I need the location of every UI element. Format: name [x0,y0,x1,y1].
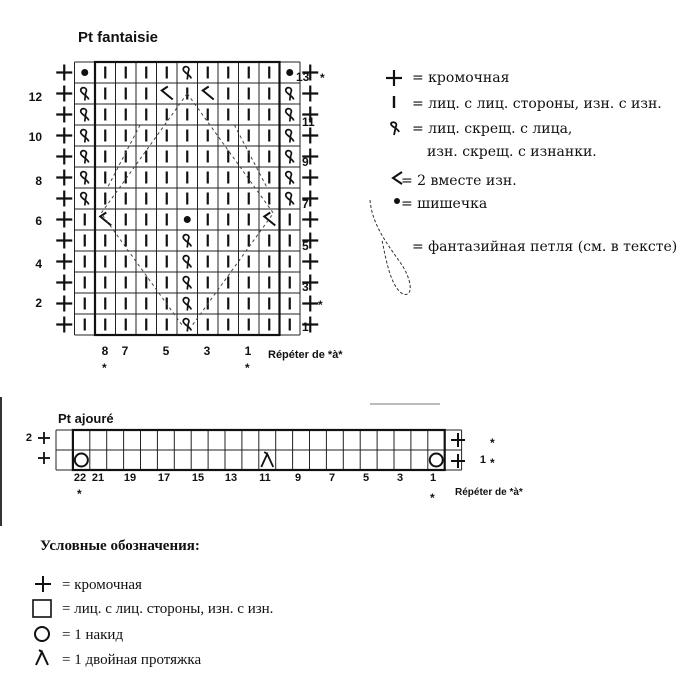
plus-icon [302,86,318,102]
double-decrease-icon [36,650,48,665]
repeat-star: * [490,436,495,450]
right-row-number: 9 [302,155,309,169]
twisted-stitch-icon [183,298,191,311]
chart2-column-number: 22 [73,472,87,484]
twisted-stitch-icon [286,193,294,206]
decrease-icon [162,87,173,100]
legend2-title: Условные обозначения: [40,538,200,554]
legend1-text: = 2 вместе изн. [401,173,517,189]
twisted-stitch-icon [81,130,89,143]
twisted-stitch-icon [286,172,294,185]
twisted-stitch-icon [81,151,89,164]
twisted-stitch-icon [391,122,399,135]
chart1-title: Pt fantaisie [78,29,159,46]
legend2-text: = 1 двойная протяжка [62,652,202,668]
chart2-grid [0,420,699,480]
plus-icon [302,212,318,228]
legend1-text: = кромочная [412,70,510,86]
fantasy-loop-icon [234,125,267,188]
chart2-column-number: 21 [91,472,105,484]
plus-icon [56,191,72,207]
fantasy-loop-icon [187,94,273,327]
legend1-text: = фантазийная петля (см. в тексте) [412,239,678,255]
left-row-number: 12 [28,90,42,104]
repeat-star: * [430,491,435,505]
chart2-column-number: 11 [259,472,271,484]
left-row-number: 4 [35,257,42,271]
chart2-column-number: 1 [429,472,437,484]
chart2-column-number: 9 [294,472,302,484]
faint-mark [370,403,440,405]
column-number: 7 [121,344,129,358]
plus-icon [56,170,72,186]
left-plus-icons [38,432,50,464]
legend1-text: изн. скрещ. с изнанки. [427,144,597,160]
chart2-column-number: 15 [191,472,205,484]
legend1-text: = лиц. с лиц. стороны, изн. с изн. [412,96,662,112]
chart2-column-number: 19 [123,472,137,484]
twisted-stitch-icon [286,151,294,164]
repeat-star: * [245,361,250,375]
twisted-stitch-icon [286,88,294,101]
left-row-number: 6 [35,214,42,228]
repeat-star: * [320,71,325,85]
twisted-stitch-icon [286,109,294,122]
plus-icon [56,65,72,81]
twisted-stitch-icon [183,319,191,332]
plus-icon [56,212,72,228]
plus-icon [56,233,72,249]
plus-icon [302,170,318,186]
bobble-icon [394,198,400,204]
fantasy-loop-icon [101,94,187,327]
plus-icon [302,296,318,312]
bobble-icon [81,69,88,76]
chart2-column-number: 17 [157,472,171,484]
plus-icon [56,107,72,123]
right-row-number: 5 [302,239,309,253]
fantasy-loop-icon [107,125,140,188]
twisted-stitch-icon [286,130,294,143]
bobble-icon [286,69,293,76]
repeat-star: * [77,487,82,501]
decrease-icon [203,87,214,100]
empty-square-icon [33,600,51,617]
plus-icon [35,576,51,592]
legend1-text: = лиц. скрещ. с лица, [412,121,573,137]
repeat-star: * [102,361,107,375]
chart2-column-number: 5 [362,472,370,484]
right-row-number: 11 [302,115,315,129]
twisted-stitch-icon [81,193,89,206]
left-row-number: 2 [35,296,42,310]
plus-icon [302,254,318,270]
right-row-number: 3 [302,280,309,294]
right-row-number: 1 [302,320,309,334]
repeat-star: * [490,456,495,470]
left-row-number: 10 [28,130,42,144]
column-number: 5 [162,344,170,358]
chart2-column-number: 13 [224,472,238,484]
decrease-icon [100,213,111,226]
left-row-number: 8 [35,174,42,188]
plus-icon [56,275,72,291]
plus-icon [302,128,318,144]
plus-icon [56,128,72,144]
plus-icon [56,149,72,165]
column-number: 3 [203,344,211,358]
plus-icon [56,254,72,270]
chart2-row-label: 2 [25,432,32,444]
fantasy-loop-icon [370,200,410,294]
twisted-stitch-icon [183,67,191,80]
decrease-icon [264,213,275,226]
repeat-label: Répéter de *à* [268,349,343,361]
twisted-stitch-icon [81,109,89,122]
twisted-stitch-icon [183,256,191,269]
repeat-star: * [318,298,323,312]
right-row-number: 13 [296,70,310,84]
twisted-stitch-icon [183,235,191,248]
chart2-title: Pt ajouré [58,411,114,426]
chart2-row-label: 1 [479,454,486,466]
yarnover-icon [75,454,88,467]
plus-icon [56,86,72,102]
repeat-label: Répéter de *à* [455,487,523,498]
twisted-stitch-icon [81,172,89,185]
double-decrease-icon [261,452,273,467]
yarnover-icon [430,454,443,467]
legend2-text: = кромочная [62,577,142,593]
column-number: 1 [244,344,252,358]
legend2-text: = 1 накид [62,627,124,643]
plus-icon [56,296,72,312]
legend1-text: = шишечка [401,196,488,212]
bobble-icon [184,216,191,223]
chart2-column-number: 7 [328,472,336,484]
legend2-text: = лиц. с лиц. стороны, изн. с изн. [62,601,274,617]
twisted-stitch-icon [81,88,89,101]
plus-icon [56,317,72,333]
chart2-column-number: 3 [396,472,404,484]
twisted-stitch-icon [183,277,191,290]
yarnover-icon [35,627,49,641]
plus-icon [386,70,402,86]
right-row-number: 7 [302,197,309,211]
legend2-symbols [28,570,58,670]
column-number: 8 [101,344,109,358]
